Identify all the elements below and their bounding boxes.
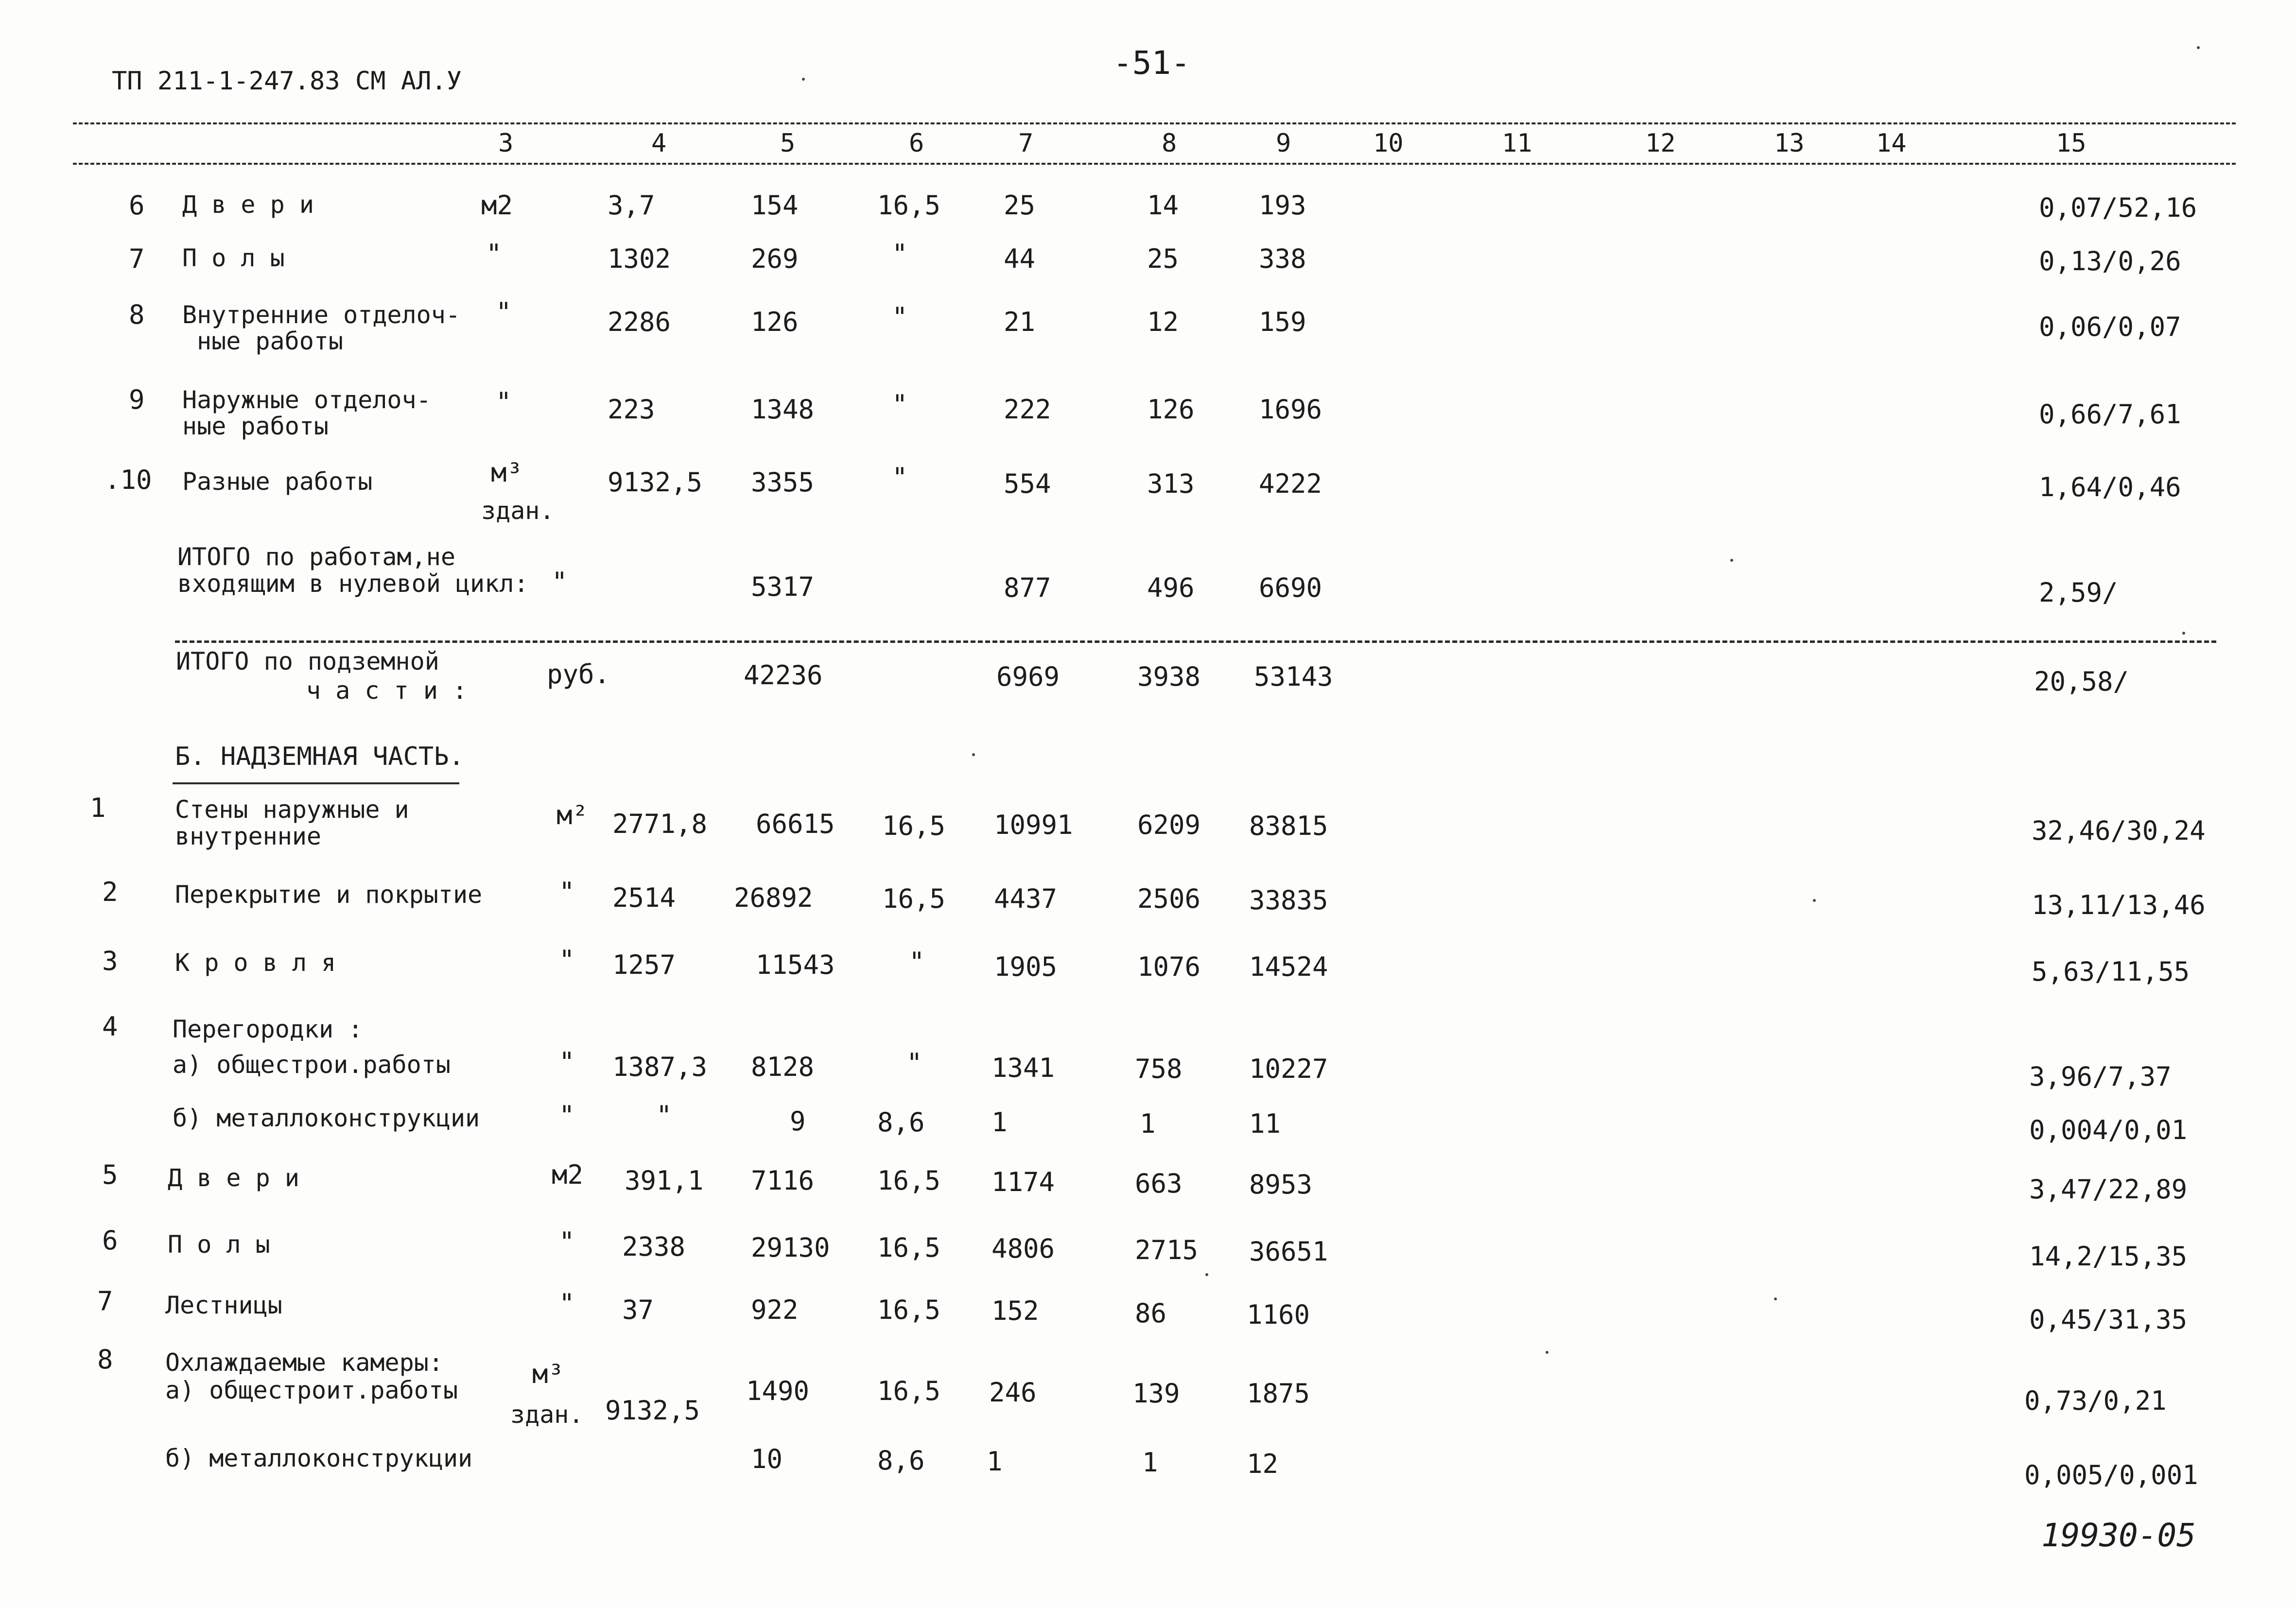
cell-col15: 3,96/7,37 [2029, 1061, 2172, 1092]
row-number: 3 [102, 946, 118, 976]
subtotal-col8: 496 [1147, 572, 1195, 603]
cell-col6: 8,6 [877, 1445, 925, 1476]
row-name: Охлаждаемые камеры: [165, 1348, 443, 1377]
cell-col7: 246 [989, 1377, 1037, 1408]
cell-col6: " [892, 389, 908, 420]
total-underground-col15: 20,58/ [2034, 666, 2129, 697]
column-header: 9 [1276, 129, 1291, 158]
cell-col6: 16,5 [877, 1165, 941, 1196]
cell-col9: 1696 [1259, 394, 1322, 425]
total-underground-col7: 6969 [996, 661, 1060, 692]
row-unit: " [496, 297, 512, 328]
cell-col8: 139 [1132, 1378, 1180, 1409]
cell-col4: 37 [622, 1295, 654, 1325]
row-number: 6 [102, 1225, 118, 1256]
header-rule-top [73, 122, 2236, 124]
cell-col15: 0,06/0,07 [2039, 311, 2181, 342]
cell-col5: 269 [751, 243, 799, 274]
row-unit: м² [557, 800, 589, 830]
scan-speck [2197, 46, 2200, 49]
row-name: П о л ы [168, 1230, 270, 1259]
row-name: Д в е р и [168, 1164, 299, 1192]
row-number: 8 [97, 1344, 113, 1375]
cell-col9: 159 [1259, 307, 1306, 337]
column-header: 15 [2056, 129, 2087, 158]
cell-col6: " [892, 239, 908, 269]
cell-col6: 16,5 [877, 1232, 941, 1263]
subtotal-unit: " [552, 567, 568, 597]
subtotal-col9: 6690 [1259, 572, 1322, 603]
cell-col4: 9132,5 [605, 1395, 700, 1426]
column-header: 5 [780, 129, 796, 158]
cell-col7: 222 [1004, 394, 1051, 425]
cell-col5: 10 [751, 1444, 783, 1474]
subtotal-col5: 5317 [751, 571, 815, 602]
row-name: Перегородки : [173, 1015, 363, 1043]
cell-col5: 66615 [756, 809, 835, 839]
cell-col15: 0,45/31,35 [2029, 1304, 2188, 1335]
cell-col8: 1076 [1137, 951, 1201, 982]
cell-col8: 1 [1140, 1108, 1156, 1139]
cell-col9: 1875 [1247, 1378, 1310, 1409]
cell-col5: 9 [790, 1106, 806, 1137]
cell-col5: 11543 [756, 950, 835, 980]
cell-col8: 663 [1135, 1168, 1183, 1199]
row-name-line2: ные работы [197, 327, 344, 355]
row-unit: " [559, 1100, 575, 1131]
row-name: П о л ы [182, 244, 285, 272]
scan-speck [1730, 559, 1733, 562]
cell-col9: 33835 [1249, 885, 1328, 916]
cell-col7: 1 [991, 1107, 1008, 1138]
row-unit: " [559, 945, 575, 975]
row-unit: м2 [481, 190, 513, 221]
cell-col7: 1341 [991, 1053, 1055, 1083]
cell-col5: 1490 [746, 1376, 810, 1406]
cell-col7: 152 [991, 1296, 1039, 1326]
cell-col8: 6209 [1137, 810, 1201, 840]
cell-col6: 16,5 [877, 1295, 941, 1325]
column-header: 8 [1162, 129, 1177, 158]
cell-col8: 12 [1147, 307, 1179, 337]
column-header: 11 [1502, 129, 1532, 158]
cell-col7: 21 [1004, 307, 1036, 337]
cell-col6: " [892, 302, 908, 332]
column-header: 7 [1018, 129, 1034, 158]
cell-col15: 1,64/0,46 [2039, 472, 2181, 502]
cell-col8: 2715 [1135, 1235, 1199, 1265]
scan-speck [1774, 1297, 1777, 1300]
subtotal-col7: 877 [1004, 572, 1051, 603]
total-underground-col8: 3938 [1137, 661, 1201, 692]
cell-col9: 83815 [1249, 811, 1328, 841]
row-number: 5 [102, 1159, 118, 1190]
cell-col15: 0,005/0,001 [2024, 1460, 2198, 1490]
total-underground-col9: 53143 [1254, 661, 1333, 692]
row-unit-line2: здан. [481, 497, 555, 525]
scan-speck [802, 78, 805, 81]
cell-col7: 4437 [994, 883, 1058, 914]
cell-col4: 1387,3 [612, 1052, 708, 1082]
row-unit: " [559, 1047, 575, 1077]
cell-col8: 758 [1135, 1054, 1183, 1084]
total-underground-col5: 42236 [744, 660, 823, 691]
row-number: .10 [104, 465, 152, 495]
subrow-name: а) общестроит.работы [165, 1376, 458, 1404]
column-header: 12 [1645, 129, 1676, 158]
row-unit: м³ [491, 457, 523, 488]
column-header: 4 [651, 129, 667, 158]
column-header: 14 [1876, 129, 1907, 158]
subrow-name: а) общестрои.работы [173, 1051, 451, 1079]
cell-col4: 9132,5 [608, 467, 703, 498]
cell-col15: 0,13/0,26 [2039, 246, 2181, 276]
cell-col8: 14 [1147, 190, 1179, 221]
cell-col7: 1174 [991, 1167, 1055, 1197]
cell-col5: 7116 [751, 1165, 815, 1196]
row-number: 7 [97, 1286, 113, 1316]
column-header: 13 [1774, 129, 1805, 158]
total-underground-unit: руб. [547, 659, 610, 690]
row-unit-line2: здан. [510, 1400, 584, 1429]
cell-col9: 338 [1259, 243, 1306, 274]
row-name: Разные работы [182, 467, 373, 496]
row-unit: м³ [532, 1359, 564, 1389]
cell-col5: 8128 [751, 1052, 815, 1082]
cell-col15: 14,2/15,35 [2029, 1241, 2188, 1272]
header-rule-bottom [73, 163, 2236, 165]
cell-col5: 26892 [734, 882, 813, 913]
subtotal-label-line2: входящим в нулевой цикл: [177, 570, 529, 598]
cell-col15: 0,004/0,01 [2029, 1115, 2188, 1145]
row-name: Перекрытие и покрытие [175, 881, 483, 909]
cell-col5: 29130 [751, 1232, 830, 1263]
cell-col4: 3,7 [608, 190, 655, 221]
cell-col6: " [909, 947, 925, 977]
row-unit: " [559, 877, 575, 907]
cell-col5: 3355 [751, 467, 815, 498]
cell-col6: " [892, 462, 908, 493]
cell-col4: 2286 [608, 307, 671, 337]
cell-col5: 126 [751, 307, 799, 337]
cell-col4: 223 [608, 394, 655, 425]
scan-speck [972, 753, 975, 756]
column-header: 10 [1373, 129, 1404, 158]
cell-col9: 10227 [1249, 1054, 1328, 1084]
row-name-line2: ные работы [182, 412, 329, 440]
row-number: 9 [129, 384, 145, 415]
row-unit: " [486, 239, 502, 269]
column-header: 6 [909, 129, 924, 158]
cell-col4: 391,1 [625, 1165, 704, 1196]
row-name: Внутренние отделоч- [182, 301, 460, 329]
cell-col9: 11 [1249, 1108, 1281, 1139]
row-number: 4 [102, 1011, 118, 1042]
column-header: 3 [498, 129, 514, 158]
row-name: Стены наружные и [175, 795, 409, 824]
subtotal-rule [175, 640, 2216, 643]
cell-col4: 2338 [622, 1231, 686, 1262]
cell-col7: 44 [1004, 243, 1036, 274]
cell-col9: 4222 [1259, 468, 1322, 499]
inventory-stamp: 19930-05 [2041, 1517, 2196, 1554]
cell-col7: 554 [1004, 468, 1051, 499]
cell-col4: " [656, 1100, 672, 1131]
cell-col6: 16,5 [882, 811, 946, 841]
cell-col9: 8953 [1249, 1169, 1313, 1200]
cell-col9: 193 [1259, 190, 1306, 221]
row-unit: " [559, 1288, 575, 1319]
cell-col15: 0,07/52,16 [2039, 192, 2197, 223]
row-unit: " [496, 387, 512, 417]
section-title: Б. НАДЗЕМНАЯ ЧАСТЬ. [175, 742, 464, 771]
cell-col8: 25 [1147, 243, 1179, 274]
cell-col15: 0,73/0,21 [2024, 1385, 2167, 1416]
cell-col9: 14524 [1249, 951, 1328, 982]
section-title-underline [173, 782, 459, 784]
cell-col8: 126 [1147, 394, 1195, 425]
cell-col7: 10991 [994, 810, 1073, 840]
subtotal-label: ИТОГО по работам,не [177, 543, 455, 571]
cell-col7: 1905 [994, 951, 1058, 982]
row-name: К р о в л я [175, 949, 336, 977]
cell-col15: 3,47/22,89 [2029, 1174, 2188, 1205]
subrow-name: б) металлоконструкции [165, 1444, 473, 1472]
cell-col4: 2514 [612, 882, 676, 913]
row-name-line2: внутренние [175, 822, 322, 850]
cell-col9: 12 [1247, 1449, 1279, 1479]
cell-col15: 5,63/11,55 [2032, 956, 2190, 987]
total-underground-label-line2: ч а с т и : [306, 676, 468, 705]
subrow-name: б) металлоконструкции [173, 1104, 480, 1132]
cell-col6: 16,5 [882, 883, 946, 914]
row-unit: " [559, 1227, 575, 1257]
cell-col5: 1348 [751, 394, 815, 425]
cell-col4: 2771,8 [612, 809, 708, 839]
cell-col15: 13,11/13,46 [2032, 890, 2206, 920]
cell-col7: 25 [1004, 190, 1036, 221]
cell-col5: 922 [751, 1295, 799, 1325]
cell-col8: 2506 [1137, 883, 1201, 914]
row-number: 1 [90, 793, 106, 823]
subtotal-col15: 2,59/ [2039, 577, 2118, 608]
cell-col8: 86 [1135, 1298, 1167, 1329]
page-number: -51- [1113, 44, 1190, 82]
cell-col4: 1257 [612, 950, 676, 980]
scan-speck [1205, 1273, 1208, 1276]
cell-col5: 154 [751, 190, 799, 221]
row-number: 8 [129, 299, 145, 330]
row-unit: м2 [552, 1159, 584, 1190]
row-number: 7 [129, 243, 145, 274]
cell-col6: 16,5 [877, 1376, 941, 1406]
row-number: 6 [129, 190, 145, 221]
cell-col15: 0,66/7,61 [2039, 399, 2181, 430]
cell-col8: 1 [1142, 1447, 1158, 1478]
row-name: Наружные отделоч- [182, 386, 431, 414]
cell-col15: 32,46/30,24 [2032, 815, 2206, 846]
row-name: Лестницы [165, 1291, 282, 1319]
document-code: ТП 211-1-247.83 СМ АЛ.У [112, 67, 462, 96]
cell-col7: 4806 [991, 1233, 1055, 1264]
cell-col4: 1302 [608, 243, 671, 274]
cell-col9: 36651 [1249, 1236, 1328, 1267]
cell-col6: 16,5 [877, 190, 941, 221]
cell-col7: 1 [987, 1446, 1003, 1477]
scan-speck [1813, 899, 1816, 902]
total-underground-label: ИТОГО по подземной [176, 647, 439, 675]
row-name: Д в е р и [182, 190, 314, 219]
cell-col9: 1160 [1247, 1299, 1310, 1330]
cell-col6: " [906, 1048, 922, 1078]
scan-speck [2182, 632, 2185, 635]
row-number: 2 [102, 877, 118, 907]
cell-col8: 313 [1147, 468, 1195, 499]
scan-speck [1546, 1351, 1548, 1354]
cell-col6: 8,6 [877, 1107, 925, 1138]
